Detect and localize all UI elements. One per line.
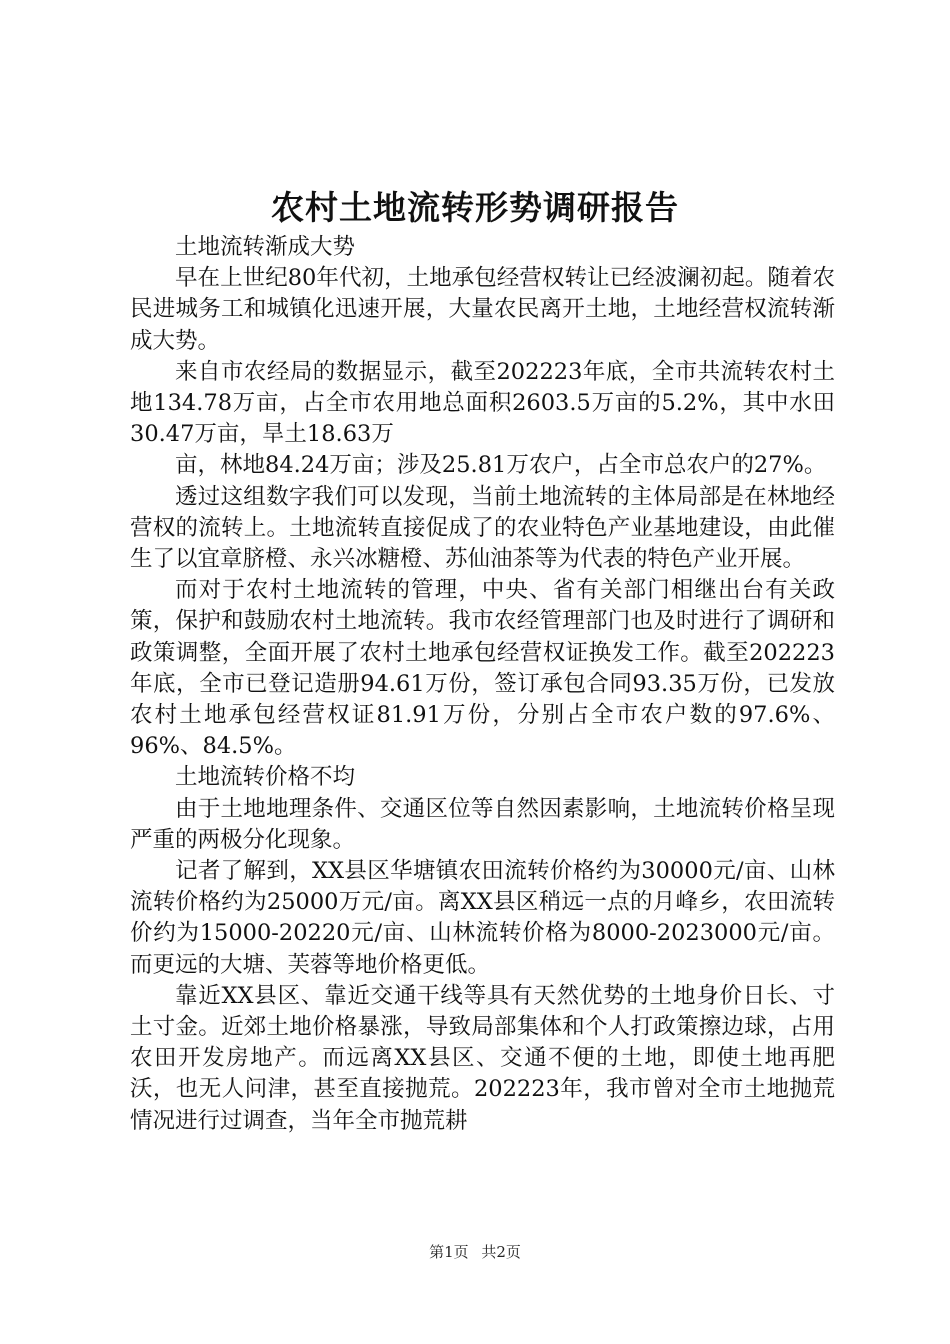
- section-heading: 土地流转渐成大势: [175, 234, 356, 260]
- page-total: 共2页: [481, 1243, 521, 1261]
- document-title: 农村土地流转形势调研报告: [271, 188, 679, 227]
- page-number: 第1页: [429, 1243, 469, 1261]
- paragraph: 来自市农经局的数据显示，截至202223年底，全市共流转农村土地134.78万亩，占全市农用地总面积2603.5万亩的5.2%，其中水田30.47万亩，旱土18.63万: [130, 358, 835, 448]
- section-heading: 土地流转价格不均: [175, 764, 356, 791]
- paragraph: 记者了解到，XX县区华塘镇农田流转价格约为30000元/亩、山林流转价格约为25000万元/亩。离XX县区稍远一点的月峰乡，农田流转价约为15000-20220元/亩、山林流转价格为8000-2023000元/亩。而更远的大塘、芙蓉等地价格更低。: [130, 858, 835, 978]
- paragraph: 亩，林地84.24万亩；涉及25.81万农户，占全市总农户的27%。: [175, 452, 827, 479]
- document-body: [130, 232, 835, 1137]
- paragraph: 靠近XX县区、靠近交通干线等具有天然优势的土地身价日长、寸土寸金。近郊土地价格暴涨，导致局部集体和个人打政策擦边球，占用农田开发房地产。而远离XX县区、交通不便的土地，即使土地再肥沃，也无人问津，甚至直接抛荒。202223年，我市曾对全市土地抛荒情况进行过调查，当年全市抛荒耕: [130, 982, 835, 1134]
- paragraph: 而对于农村土地流转的管理，中央、省有关部门相继出台有关政策，保护和鼓励农村土地流转。我市农经管理部门也及时进行了调研和政策调整，全面开展了农村土地承包经营权证换发工作。截至202223年底，全市已登记造册94.61万份，签订承包合同93.35万份，已发放农村土地承包经营权证81.91万份，分别占全市农户数的97.6%、96%、84.5%。: [130, 577, 835, 760]
- paragraph: 由于土地地理条件、交通区位等自然因素影响，土地流转价格呈现严重的两极分化现象。: [130, 795, 835, 853]
- paragraph: 早在上世纪80年代初，土地承包经营权转让已经波澜初起。随着农民进城务工和城镇化迅速开展，大量农民离开土地，土地经营权流转渐成大势。: [130, 265, 835, 354]
- page-footer: [0, 1240, 950, 1264]
- paragraph: 透过这组数字我们可以发现，当前土地流转的主体局部是在林地经营权的流转上。土地流转直接促成了的农业特色产业基地建设，由此催生了以宜章脐橙、永兴冰糖橙、苏仙油茶等为代表的特色产业开展。: [130, 483, 835, 573]
